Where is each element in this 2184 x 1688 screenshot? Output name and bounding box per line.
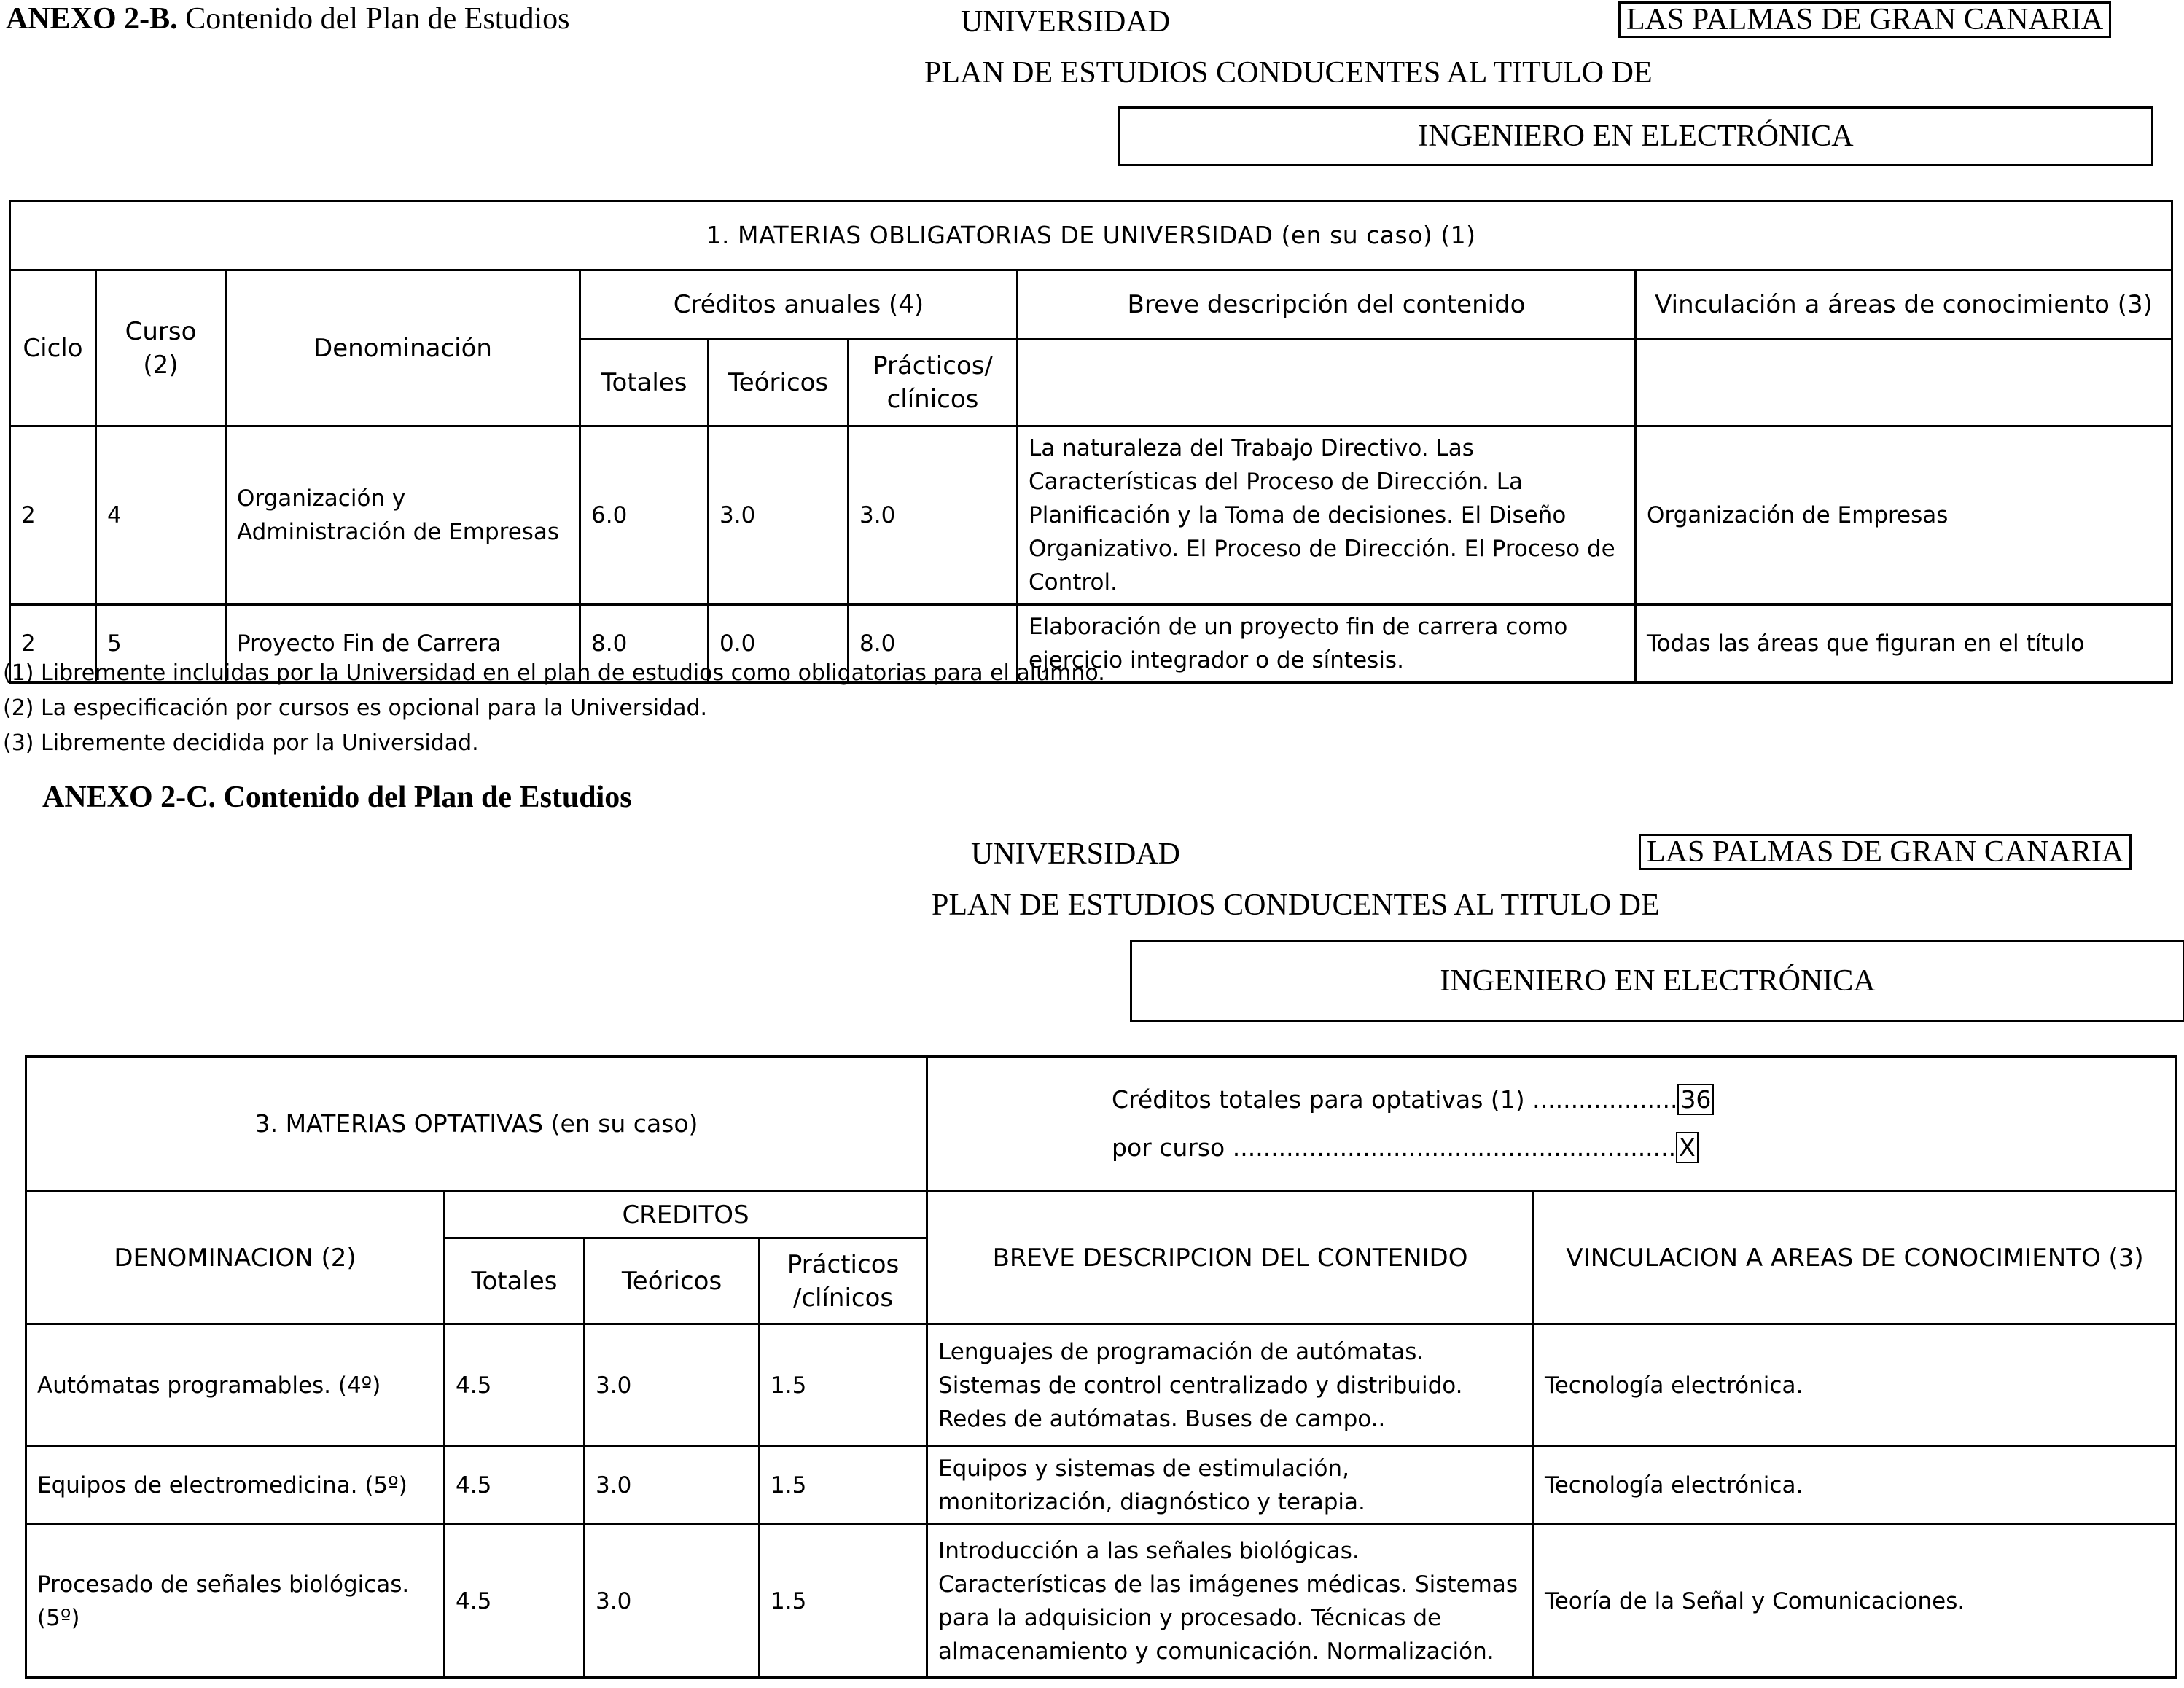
col-denominacion: Denominación bbox=[226, 270, 580, 426]
annex-c-table-title: 3. MATERIAS OPTATIVAS (en su caso) bbox=[26, 1057, 927, 1192]
annex-b-degree-box bbox=[1118, 106, 2153, 166]
cell-denominacion: Equipos de electromedicina. (5º) bbox=[26, 1447, 445, 1525]
col-descripcion-sub bbox=[1018, 340, 1636, 426]
annex-c-degree: INGENIERO EN ELECTRÓNICA bbox=[1440, 964, 1876, 998]
cell-totales: 4.5 bbox=[445, 1324, 585, 1447]
col-vinculacion-sub bbox=[1636, 340, 2172, 426]
cell-denominacion: Autómatas programables. (4º) bbox=[26, 1324, 445, 1447]
creditos-totales-value: 36 bbox=[1677, 1084, 1714, 1115]
col-totales: Totales bbox=[580, 340, 709, 426]
cell-denominacion: Proyecto Fin de Carrera bbox=[226, 605, 580, 683]
por-curso-line: por curso .......................................................... X bbox=[1112, 1124, 2165, 1172]
cell-descripcion: La naturaleza del Trabajo Directivo. Las Características del Proceso de Dirección. La Planificación y la Toma de decisiones. El Diseño Organizativo. El Proceso de Dirección. El Proceso de Control. bbox=[1018, 426, 1636, 605]
cell-vinculacion: Organización de Empresas bbox=[1636, 426, 2172, 605]
cell-vinculacion: Tecnología electrónica. bbox=[1534, 1447, 2177, 1525]
cell-descripcion: Lenguajes de programación de autómatas. Sistemas de control centralizado y distribuido. Redes de autómatas. Buses de campo.. bbox=[927, 1324, 1534, 1447]
cell-curso: 5 bbox=[96, 605, 226, 683]
col-ciclo: Ciclo bbox=[10, 270, 96, 426]
creditos-totales-line: Créditos totales para optativas (1) ................... 36 bbox=[1112, 1076, 2165, 1124]
col-teoricos: Teóricos bbox=[585, 1238, 760, 1324]
annex-b-university-name: LAS PALMAS DE GRAN CANARIA bbox=[1618, 1, 2111, 38]
col-teoricos: Teóricos bbox=[709, 340, 849, 426]
cell-descripcion: Elaboración de un proyecto fin de carrera como ejercicio integrador o de síntesis. bbox=[1018, 605, 1636, 683]
col-descripcion: BREVE DESCRIPCION DEL CONTENIDO bbox=[927, 1192, 1534, 1324]
col-curso: Curso (2) bbox=[96, 270, 226, 426]
cell-ciclo: 2 bbox=[10, 426, 96, 605]
cell-totales: 4.5 bbox=[445, 1447, 585, 1525]
table-row bbox=[26, 1525, 2177, 1678]
annex-b-plan-label: PLAN DE ESTUDIOS CONDUCENTES AL TITULO DE bbox=[924, 56, 1653, 90]
col-vinculacion: Vinculación a áreas de conocimiento (3) bbox=[1636, 270, 2172, 340]
footnote-1: (1) Libremente incluidas por la Universidad en el plan de estudios como obligatorias para el alumno. bbox=[3, 660, 1105, 686]
col-practicos: Prácticos /clínicos bbox=[760, 1238, 927, 1324]
annex-c-heading: ANEXO 2-C. Contenido del Plan de Estudios bbox=[42, 781, 632, 814]
cell-descripcion: Equipos y sistemas de estimulación, monitorización, diagnóstico y terapia. bbox=[927, 1447, 1534, 1525]
cell-practicos: 8.0 bbox=[849, 605, 1018, 683]
cell-denominacion: Organización y Administración de Empresas bbox=[226, 426, 580, 605]
annex-c-table bbox=[25, 1055, 2177, 1679]
cell-vinculacion: Todas las áreas que figuran en el título bbox=[1636, 605, 2172, 683]
table-row bbox=[10, 426, 2172, 605]
annex-b-table-title: 1. MATERIAS OBLIGATORIAS DE UNIVERSIDAD (en su caso) (1) bbox=[10, 201, 2172, 270]
cell-teoricos: 0.0 bbox=[709, 605, 849, 683]
col-descripcion: Breve descripción del contenido bbox=[1018, 270, 1636, 340]
cell-teoricos: 3.0 bbox=[585, 1447, 760, 1525]
cell-denominacion: Procesado de señales biológicas. (5º) bbox=[26, 1525, 445, 1678]
footnote-3: (3) Libremente decidida por la Universidad. bbox=[3, 730, 479, 756]
col-vinculacion: VINCULACION A AREAS DE CONOCIMIENTO (3) bbox=[1534, 1192, 2177, 1324]
col-creditos: Créditos anuales (4) bbox=[580, 270, 1018, 340]
col-denominacion: DENOMINACION (2) bbox=[26, 1192, 445, 1324]
col-practicos: Prácticos/ clínicos bbox=[849, 340, 1018, 426]
table-row bbox=[26, 1324, 2177, 1447]
annex-b-degree: INGENIERO EN ELECTRÓNICA bbox=[1418, 120, 1854, 153]
cell-practicos: 1.5 bbox=[760, 1324, 927, 1447]
annex-c-degree-box bbox=[1130, 940, 2184, 1022]
cell-totales: 6.0 bbox=[580, 426, 709, 605]
cell-vinculacion: Teoría de la Señal y Comunicaciones. bbox=[1534, 1525, 2177, 1678]
cell-curso: 4 bbox=[96, 426, 226, 605]
cell-descripcion: Introducción a las señales biológicas. Características de las imágenes médicas. Sistemas para la adquisicion y procesado. Técnicas de almacenamiento y comunicación. Normalización. bbox=[927, 1525, 1534, 1678]
optativas-credits-box bbox=[927, 1057, 2177, 1192]
por-curso-value: X bbox=[1676, 1132, 1699, 1163]
col-totales: Totales bbox=[445, 1238, 585, 1324]
annex-c-university-label: UNIVERSIDAD bbox=[971, 837, 1180, 871]
col-creditos: CREDITOS bbox=[445, 1192, 927, 1238]
cell-totales: 8.0 bbox=[580, 605, 709, 683]
cell-practicos: 1.5 bbox=[760, 1447, 927, 1525]
cell-teoricos: 3.0 bbox=[585, 1525, 760, 1678]
cell-totales: 4.5 bbox=[445, 1525, 585, 1678]
cell-practicos: 1.5 bbox=[760, 1525, 927, 1678]
cell-practicos: 3.0 bbox=[849, 426, 1018, 605]
cell-teoricos: 3.0 bbox=[709, 426, 849, 605]
annex-b-university-label: UNIVERSIDAD bbox=[961, 5, 1170, 39]
annex-b-heading: ANEXO 2-B. Contenido del Plan de Estudios bbox=[6, 2, 570, 36]
annex-c-university-name: LAS PALMAS DE GRAN CANARIA bbox=[1639, 834, 2132, 870]
table-row bbox=[26, 1447, 2177, 1525]
annex-b-table bbox=[9, 200, 2173, 684]
annex-c-plan-label: PLAN DE ESTUDIOS CONDUCENTES AL TITULO DE bbox=[932, 888, 1660, 922]
footnote-2: (2) La especificación por cursos es opcional para la Universidad. bbox=[3, 695, 708, 721]
cell-ciclo: 2 bbox=[10, 605, 96, 683]
cell-vinculacion: Tecnología electrónica. bbox=[1534, 1324, 2177, 1447]
cell-teoricos: 3.0 bbox=[585, 1324, 760, 1447]
